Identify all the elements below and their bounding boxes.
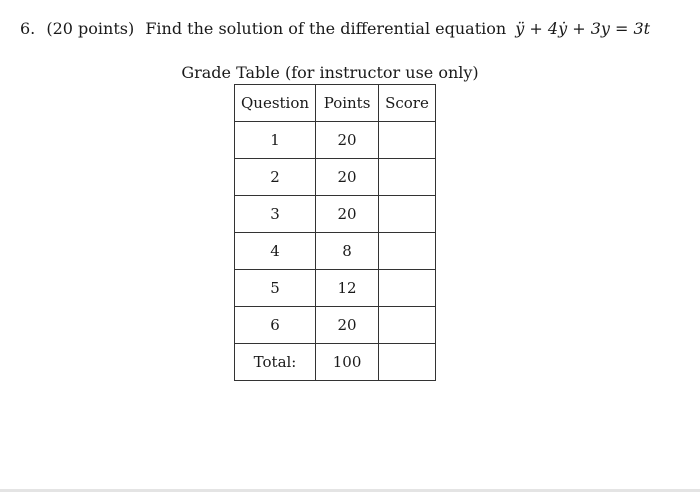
cell-question: 5 [235,270,316,307]
header-question: Question [235,85,316,122]
cell-question: 3 [235,196,316,233]
cell-score [379,233,436,270]
table-row [235,122,436,159]
cell-score [379,122,436,159]
cell-points: 20 [316,196,379,233]
table-row [235,159,436,196]
cell-question: 6 [235,307,316,344]
cell-score [379,196,436,233]
header-points: Points [316,85,379,122]
cell-score [379,307,436,344]
cell-score [379,270,436,307]
cell-points: 12 [316,270,379,307]
page-bottom-divider [0,489,700,492]
table-row [235,307,436,344]
problem-points: (20 points) [46,19,135,38]
grade-table-caption: Grade Table (for instructor use only) [181,63,479,82]
problem-number: 6. [20,19,36,38]
cell-total-label: Total: [235,344,316,381]
cell-points: 8 [316,233,379,270]
table-row [235,270,436,307]
header-score: Score [379,85,436,122]
cell-score [379,159,436,196]
cell-question: 4 [235,233,316,270]
table-row [235,196,436,233]
problem-equation: ÿ + 4ẏ + 3y = 3t [515,19,651,38]
cell-question: 1 [235,122,316,159]
cell-points: 20 [316,159,379,196]
table-total-row [235,344,436,381]
grade-table-header-row [235,85,436,122]
grade-table [234,84,436,381]
cell-points: 20 [316,122,379,159]
cell-question: 2 [235,159,316,196]
problem-text: Find the solution of the differential equation [145,19,507,38]
cell-total-score [379,344,436,381]
table-row [235,233,436,270]
cell-points: 20 [316,307,379,344]
cell-total-points: 100 [316,344,379,381]
problem-statement [20,18,650,40]
